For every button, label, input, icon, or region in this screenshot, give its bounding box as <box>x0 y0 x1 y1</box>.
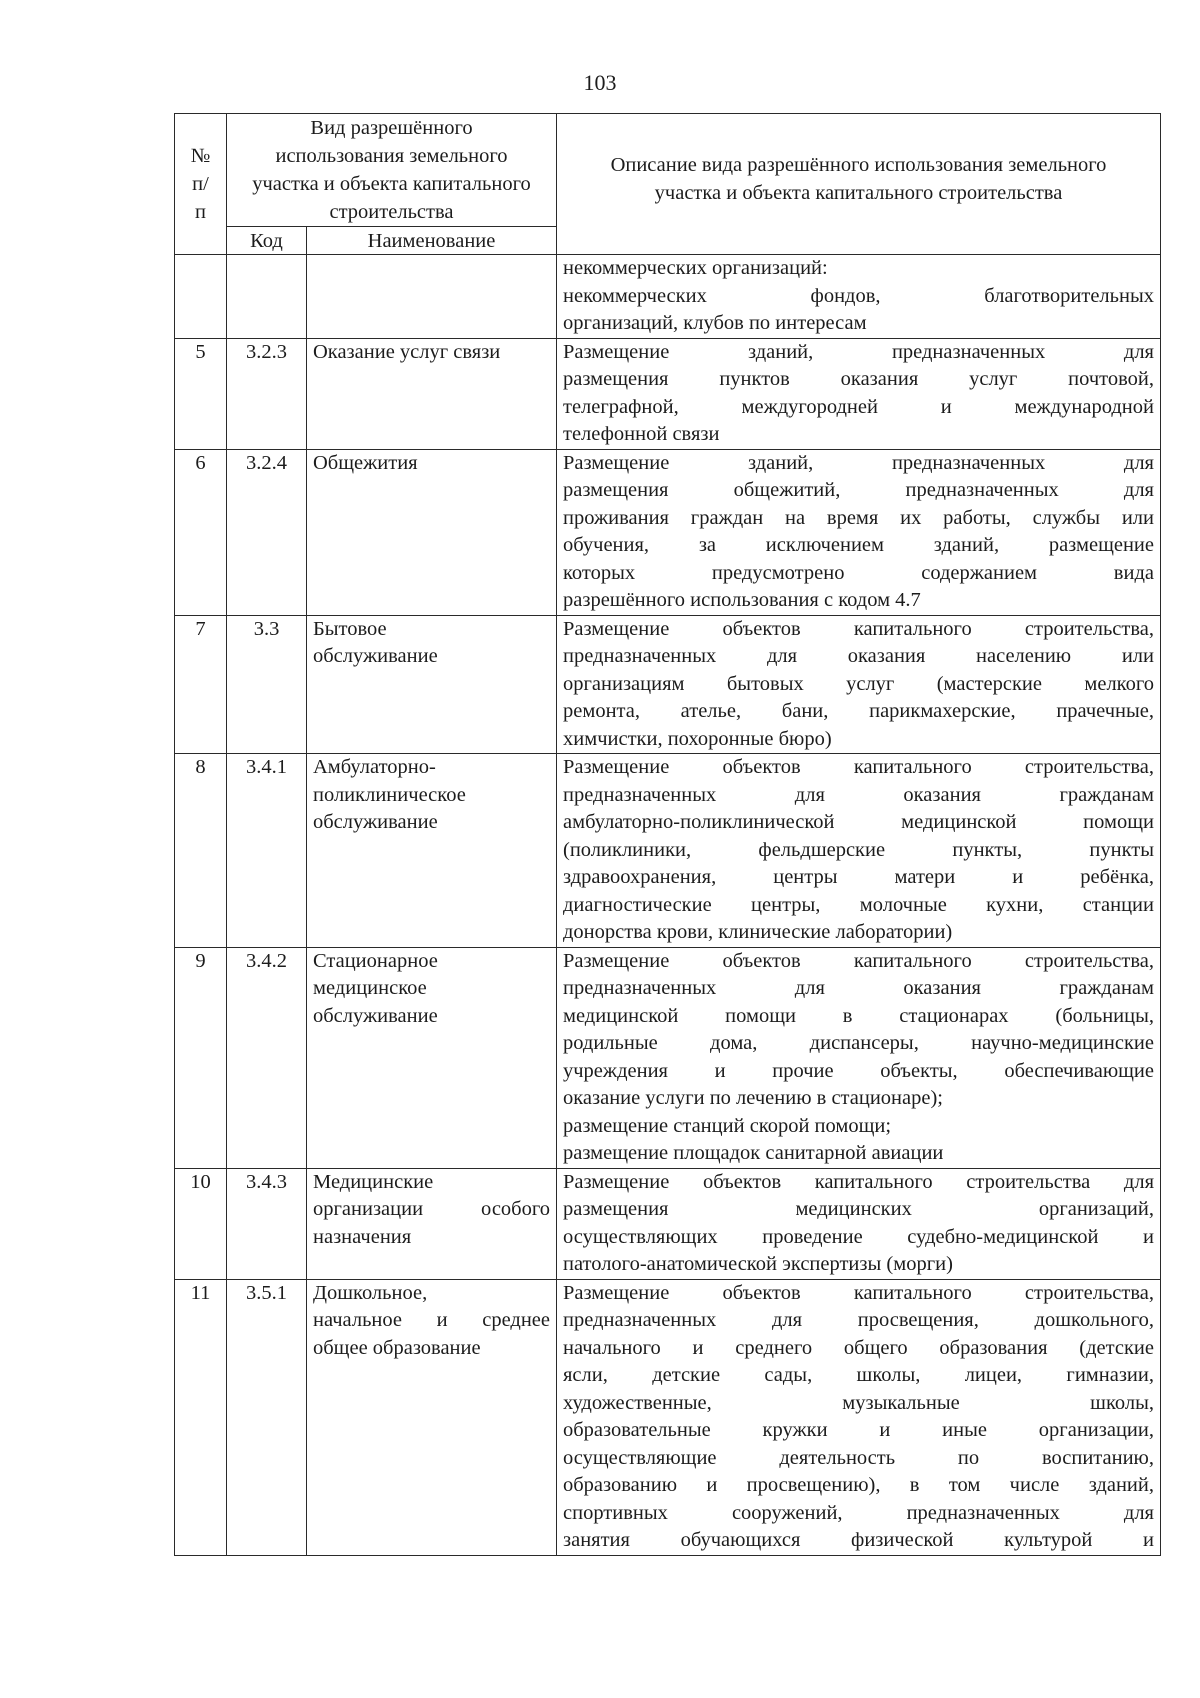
description-line: начального и среднего общего образования (детские <box>563 1336 1154 1359</box>
header-vid: Вид разрешённого использования земельного участка и объекта капитального строительства <box>227 114 557 227</box>
table-row <box>175 338 1161 449</box>
row-name <box>307 1279 557 1555</box>
name-line: Стационарное <box>313 949 438 972</box>
row-number: 10 <box>175 1168 227 1279</box>
description-line: учреждения и прочие объекты, обеспечивающие <box>563 1059 1154 1082</box>
row-code: 3.4.3 <box>227 1168 307 1279</box>
description-line: (поликлиники, фельдшерские пункты, пункты <box>563 838 1154 861</box>
row-code: 3.4.1 <box>227 754 307 948</box>
description-line: медицинской помощи в стационарах (больницы, <box>563 1004 1154 1027</box>
description-line: Размещение зданий, предназначенных для <box>563 451 1154 474</box>
name-line: обслуживание <box>313 811 438 833</box>
page-number: 103 <box>583 70 617 95</box>
table-row <box>175 754 1161 948</box>
description-line: предназначенных для оказания гражданам <box>563 977 1154 999</box>
row-code: 3.5.1 <box>227 1279 307 1555</box>
name-line: Дошкольное, <box>313 1281 428 1304</box>
header-desc: Описание вида разрешённого использования земельного участка и объекта капитального строительства <box>557 114 1161 255</box>
table-row <box>175 449 1161 615</box>
description-line: предназначенных для оказания гражданам <box>563 783 1154 806</box>
table-row <box>175 1168 1161 1279</box>
table-row <box>175 947 1161 1168</box>
description-line: некоммерческих фондов, благотворительных <box>563 284 1154 307</box>
description-line: размещение площадок санитарной авиации <box>563 1142 944 1164</box>
description-line: осуществляющих проведение судебно-медицинской и <box>563 1225 1154 1248</box>
row-number: 8 <box>175 754 227 948</box>
description-line: образовательные кружки и иные организации, <box>563 1419 1154 1441</box>
description-line: предназначенных для оказания населению или <box>563 645 1154 667</box>
name-line: обслуживание <box>313 1004 438 1027</box>
row-description <box>557 947 1161 1168</box>
row-description <box>557 1168 1161 1279</box>
description-line: химчистки, похоронные бюро) <box>563 727 832 750</box>
name-line: поликлиническое <box>313 783 466 806</box>
table-row <box>175 615 1161 754</box>
row-name <box>307 255 557 339</box>
description-line: Размещение зданий, предназначенных для <box>563 340 1154 363</box>
row-name <box>307 615 557 754</box>
description-line: Размещение объектов капитального строительства для <box>563 1170 1154 1193</box>
name-line: Медицинские <box>313 1170 434 1193</box>
description-line: патолого-анатомической экспертизы (морги) <box>563 1253 953 1275</box>
row-name <box>307 1168 557 1279</box>
description-line: организациям бытовых услуг (мастерские мелкого <box>563 672 1154 695</box>
description-line: диагностические центры, молочные кухни, станции <box>563 893 1154 916</box>
table-body <box>175 255 1161 1556</box>
description-line: ремонта, ателье, бани, парикмахерские, прачечные, <box>563 700 1154 722</box>
row-name <box>307 338 557 449</box>
name-line: начальное и среднее <box>313 1309 550 1331</box>
description-line: Размещение объектов капитального строительства, <box>563 617 1154 640</box>
description-line: оказание услуги по лечению в стационаре); <box>563 1087 943 1109</box>
land-use-table <box>174 113 1161 1556</box>
description-line: образованию и просвещению), в том числе зданий, <box>563 1474 1154 1496</box>
row-code: 3.4.2 <box>227 947 307 1168</box>
description-line: размещение станций скорой помощи; <box>563 1114 892 1137</box>
name-line: медицинское <box>313 977 427 999</box>
description-line: занятия обучающихся физической культурой и <box>563 1529 1154 1551</box>
name-line: обслуживание <box>313 645 438 667</box>
row-code: 3.2.3 <box>227 338 307 449</box>
row-name <box>307 449 557 615</box>
description-line: художественные, музыкальные школы, <box>563 1391 1154 1414</box>
description-line: размещения общежитий, предназначенных для <box>563 479 1154 501</box>
row-description <box>557 255 1161 339</box>
row-name <box>307 947 557 1168</box>
description-line: которых предусмотрено содержанием вида <box>563 561 1154 584</box>
row-name <box>307 754 557 948</box>
row-number: 9 <box>175 947 227 1168</box>
description-line: осуществляющие деятельность по воспитанию, <box>563 1446 1154 1469</box>
table-row <box>175 255 1161 339</box>
name-line: Бытовое <box>313 617 387 640</box>
description-line: Размещение объектов капитального строительства, <box>563 949 1154 972</box>
row-description <box>557 1279 1161 1555</box>
name-line: Оказание услуг связи <box>313 340 501 363</box>
name-line: назначения <box>313 1225 412 1248</box>
name-line: общее образование <box>313 1336 481 1359</box>
name-line: организации особого <box>313 1198 550 1220</box>
row-code: 3.3 <box>227 615 307 754</box>
header-num: № п/п <box>175 114 227 255</box>
row-number <box>175 255 227 339</box>
row-description <box>557 449 1161 615</box>
name-line: Амбулаторно- <box>313 756 436 778</box>
description-line: размещения медицинских организаций, <box>563 1198 1154 1220</box>
row-number: 11 <box>175 1279 227 1555</box>
description-line: ясли, детские сады, школы, лицеи, гимназии, <box>563 1364 1154 1386</box>
row-number: 5 <box>175 338 227 449</box>
row-number: 7 <box>175 615 227 754</box>
row-description <box>557 338 1161 449</box>
row-number: 6 <box>175 449 227 615</box>
description-line: телеграфной, междугородней и международной <box>563 395 1154 418</box>
header-code: Код <box>227 227 307 255</box>
description-line: проживания граждан на время их работы, службы или <box>563 506 1154 529</box>
description-line: предназначенных для просвещения, дошкольного, <box>563 1309 1154 1331</box>
header-name: Наименование <box>307 227 557 255</box>
description-line: обучения, за исключением зданий, размещение <box>563 534 1154 556</box>
description-line: родильные дома, диспансеры, научно-медицинские <box>563 1032 1154 1054</box>
description-line: телефонной связи <box>563 423 720 445</box>
description-line: организаций, клубов по интересам <box>563 312 867 334</box>
row-description <box>557 615 1161 754</box>
table-row <box>175 1279 1161 1555</box>
name-line: Общежития <box>313 451 418 474</box>
description-line: донорства крови, клинические лаборатории) <box>563 921 953 943</box>
description-line: размещения пунктов оказания услуг почтовой, <box>563 368 1154 390</box>
description-line: некоммерческих организаций: <box>563 257 828 279</box>
description-line: здравоохранения, центры матери и ребёнка, <box>563 866 1154 888</box>
description-line: Размещение объектов капитального строительства, <box>563 1281 1154 1304</box>
description-line: спортивных сооружений, предназначенных для <box>563 1501 1154 1524</box>
row-code <box>227 255 307 339</box>
description-line: амбулаторно-поликлинической медицинской помощи <box>563 811 1154 833</box>
row-description <box>557 754 1161 948</box>
description-line: разрешённого использования с кодом 4.7 <box>563 589 921 611</box>
description-line: Размещение объектов капитального строительства, <box>563 756 1154 778</box>
row-code: 3.2.4 <box>227 449 307 615</box>
